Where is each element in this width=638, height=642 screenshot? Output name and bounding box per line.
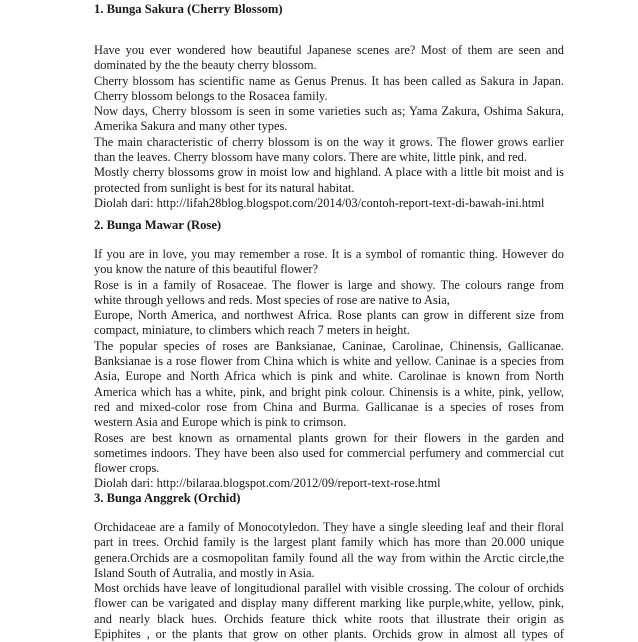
- text-line: than the leaves. Cherry blossom have many colors. There are white, little pink, and red.: [94, 150, 527, 165]
- text-line: Have you ever wondered how beautiful Japanese scenes are? Most of them are seen and: [94, 43, 564, 57]
- section-body: [94, 43, 564, 211]
- text-line: Cherry blossom has scientific name as Genus Prenus. It has been called as Sakura in Japan.: [94, 73, 564, 88]
- text-line: and nearly black hues. Orchids feature thick white roots that illustrate their origin as: [94, 611, 564, 626]
- text-line: Now days, Cherry blossom is seen in some varieties such as; Yama Zakura, Oshima Sakura,: [94, 104, 564, 119]
- section-heading: 2. Bunga Mawar (Rose): [94, 218, 222, 232]
- source-link: Diolah dari: http://bilaraa.blogspot.com/2012/09/report-text-rose.html: [94, 476, 441, 491]
- text-line: dominated by the the beauty cherry blossom.: [94, 58, 317, 73]
- text-line: Most orchids have leave of longitudional parallel with visible crossing. The colour of orchids: [94, 581, 564, 596]
- section-heading: 1. Bunga Sakura (Cherry Blossom): [94, 2, 283, 16]
- text-line: Amerika Sakura and many other types.: [94, 119, 288, 134]
- text-line: protected from sunlight is best for its natural habitat.: [94, 180, 355, 195]
- source-link: Diolah dari: http://lifah28blog.blogspot.com/2014/03/contoh-report-text-di-bawah-ini.html: [94, 195, 545, 210]
- text-line: Banksianae is a rose flower from China which is white and yellow. Caninae is a species from: [94, 354, 564, 369]
- text-line: western Asia and Europe which is pink to crimson.: [94, 415, 347, 430]
- text-line: sometimes indoors. They have been also used for commercial perfumery and commercial cut: [94, 445, 564, 460]
- section-heading: 3. Bunga Anggrek (Orchid): [94, 491, 241, 505]
- text-line: white through yellows and reds. Most species of rose are native to Asia,: [94, 292, 450, 307]
- text-line: compact, miniature, to climbers which reach 7 meters in height.: [94, 323, 410, 338]
- text-line: Orchidaceae are a family of Monocotyledon. They have a single sleeding leaf and their floral: [94, 520, 564, 534]
- text-line: part in trees. Orchid family is the largest plant family which has more than 20.000 unique: [94, 535, 564, 550]
- text-line: you know the nature of this beautiful flower?: [94, 262, 318, 277]
- text-line: Europe, North America, and northwest Africa. Rose plants can grow in different size from: [94, 308, 564, 323]
- text-line: genera.Orchids are a cosmopolitan family found all the way from within the Arctic circle,the: [94, 550, 564, 565]
- text-line: flower crops.: [94, 461, 160, 476]
- text-line: Cherry blossom belongs to the Rosacea family.: [94, 88, 328, 103]
- text-line: The popular species of roses are Banksianae, Caninae, Carolinae, Chinensis, Gallicanae.: [94, 338, 564, 353]
- text-line: Rose is in a family of Rosaceae. The flower is large and showy. The colours range from: [94, 277, 564, 292]
- text-line: flower can be varigated and display many different marking like purple,white, yellow, pink,: [94, 596, 564, 611]
- text-line: Mostly cherry blossoms grow in moist low and highland. A place with a little bit moist and is: [94, 165, 564, 180]
- text-line: red and mixed-color rose from China and Burma. Gallicanae is a species of roses from: [94, 399, 564, 414]
- text-line: Roses are best known as ornamental plants grown for their flowers in the garden and: [94, 430, 564, 445]
- section-body: [94, 520, 564, 642]
- text-line: Island South of Autralia, and mostly in Asia.: [94, 565, 315, 580]
- text-line: Epiphites , or the plants that grow on other plants. Orchids grow in almost all types of: [94, 627, 564, 642]
- text-line: If you are in love, you may remember a rose. It is a symbol of romantic thing. However do: [94, 247, 564, 261]
- text-line: America which has a white, pink, and bright pink colour. Chinensis is a white, pink, yellow,: [94, 384, 564, 399]
- text-line: Asia, Europe and North Africa which is pink and white. Carolinae is known from North: [94, 369, 564, 384]
- text-line: The main characteristic of cherry blossom is on the way it grows. The flower grows earlier: [94, 134, 564, 149]
- section-body: [94, 247, 564, 492]
